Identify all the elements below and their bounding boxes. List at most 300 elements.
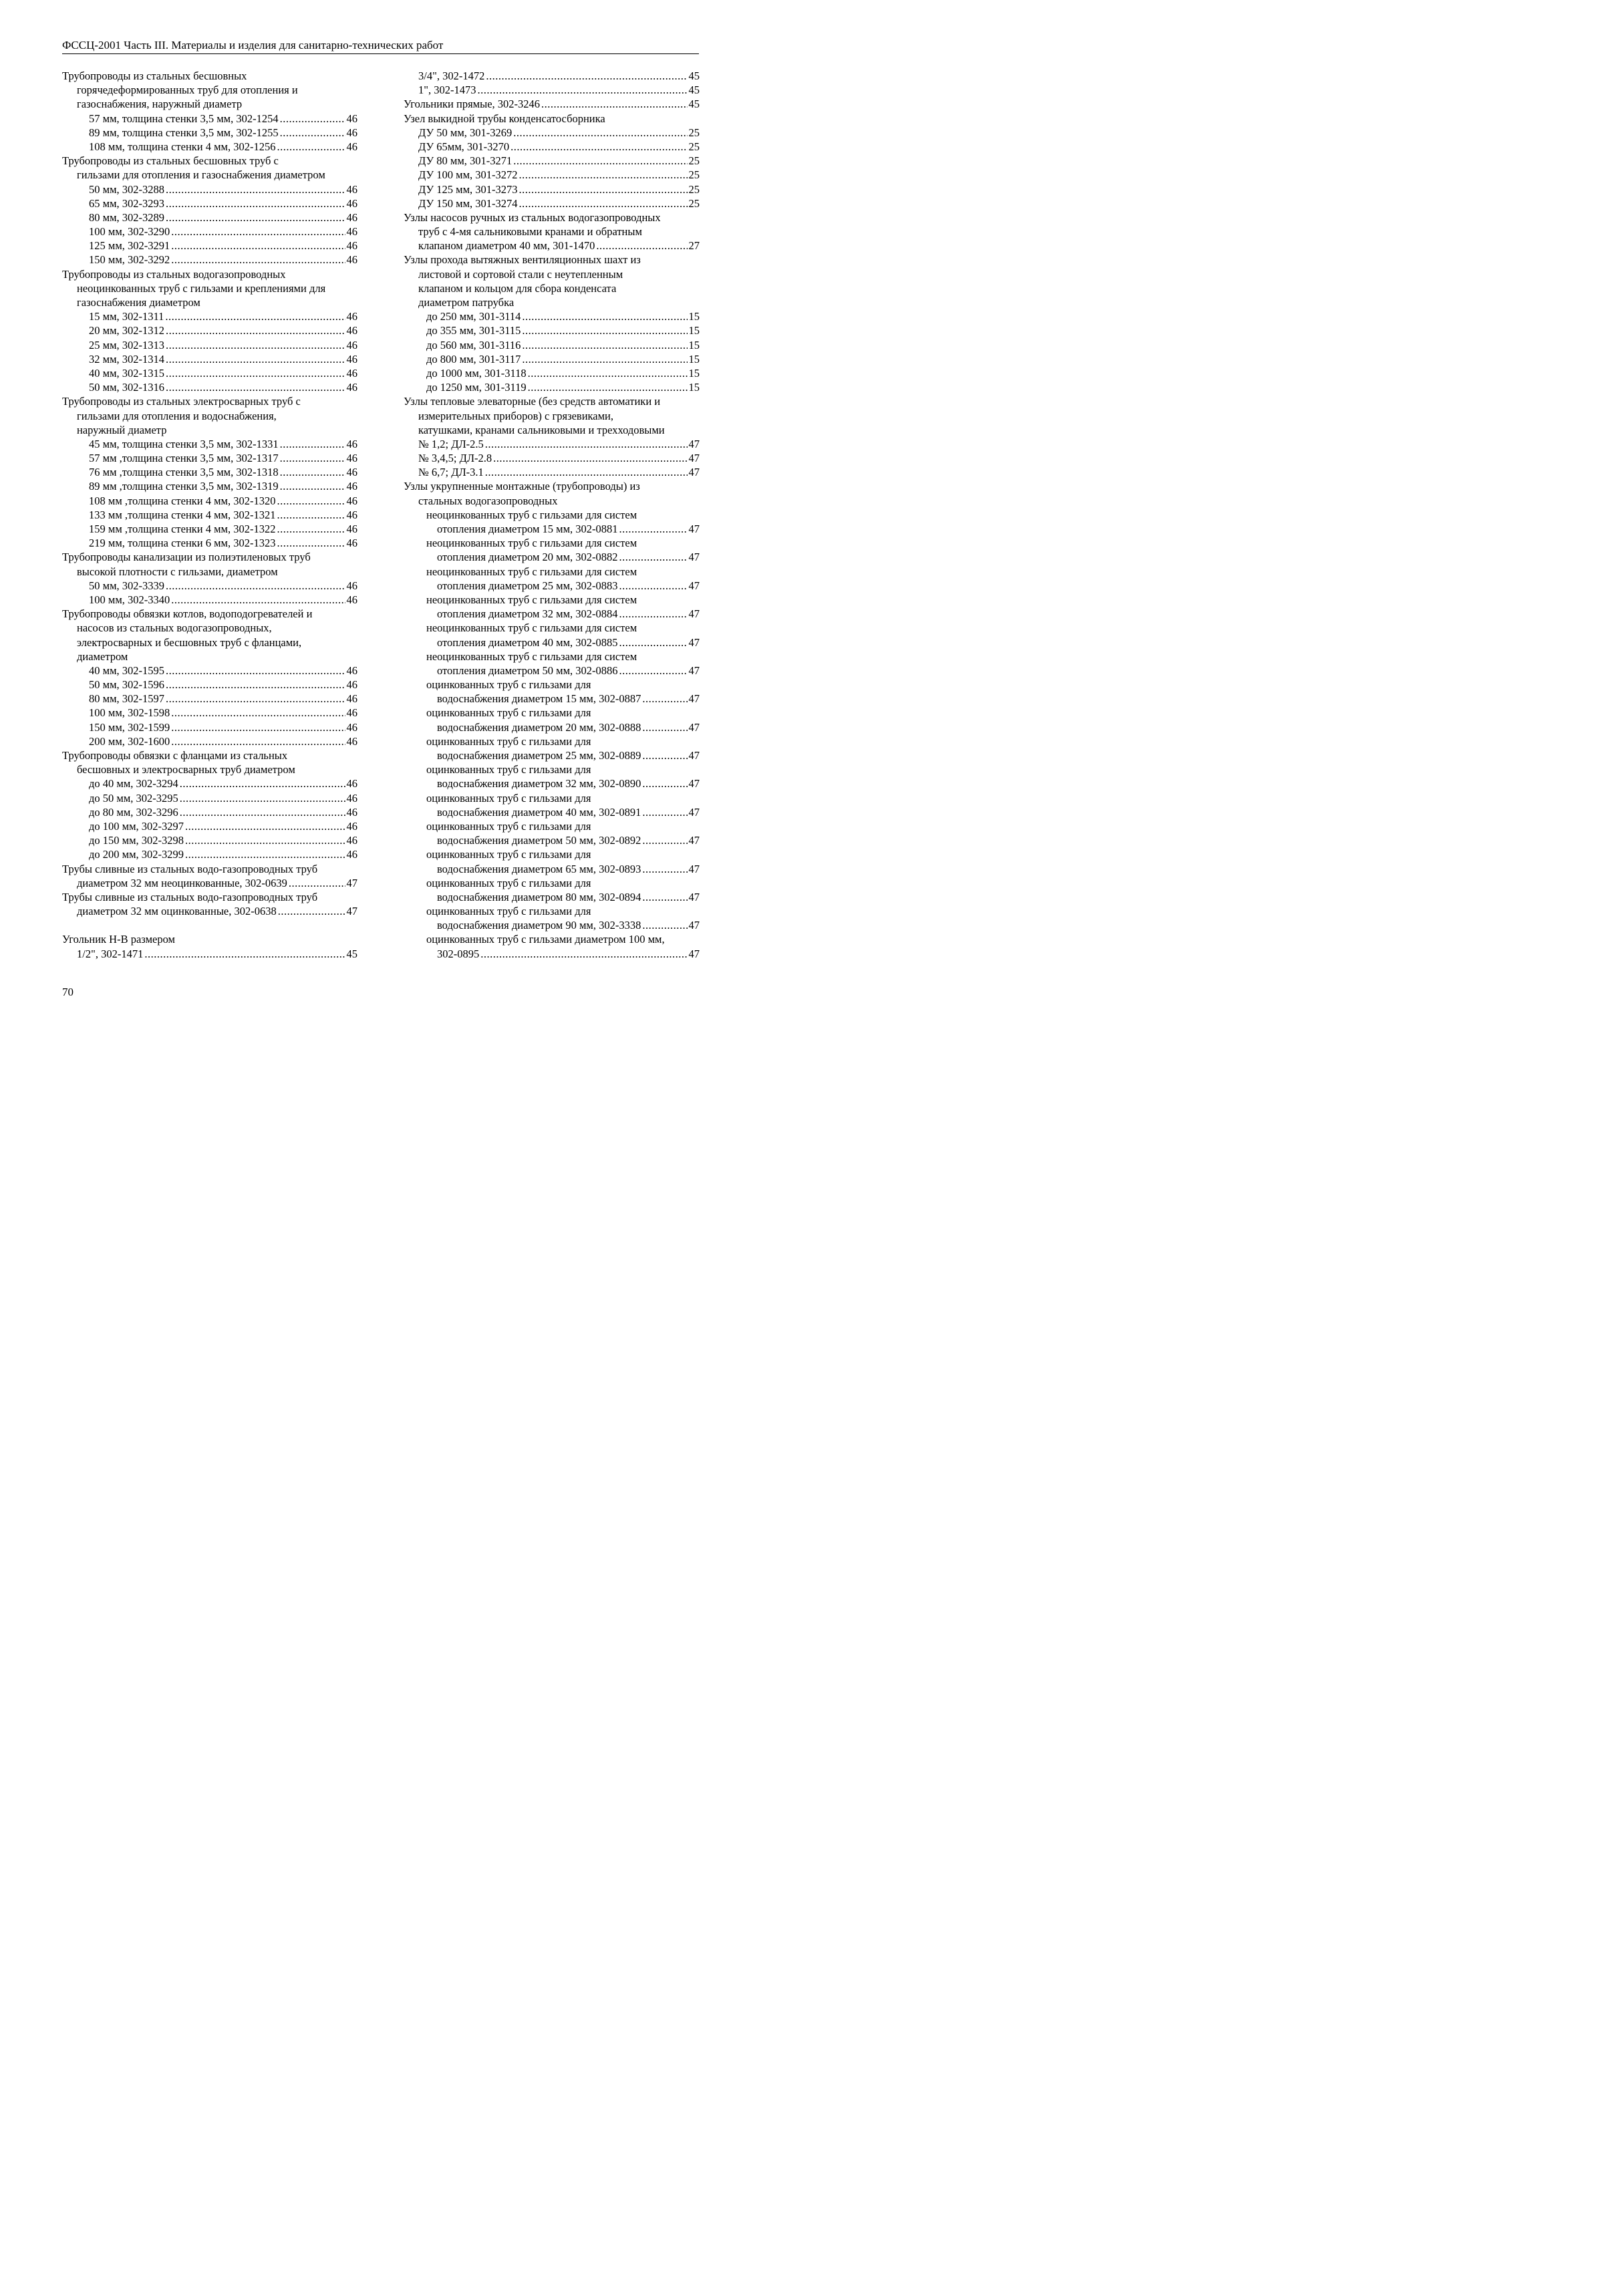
entry-text: до 800 мм, 301-3117 — [426, 352, 521, 366]
entry-text: до 50 мм, 302-3295 — [89, 791, 178, 805]
index-entry — [404, 664, 700, 678]
dot-leader — [185, 819, 345, 833]
entry-page-number: 15 — [688, 352, 700, 366]
index-entry — [404, 692, 700, 706]
dot-leader — [619, 607, 688, 621]
index-heading — [62, 607, 357, 621]
dot-leader — [280, 437, 345, 451]
dot-leader — [619, 550, 688, 564]
dot-leader — [619, 635, 688, 650]
dot-leader — [166, 678, 345, 692]
dot-leader — [180, 805, 345, 819]
dot-leader — [144, 947, 345, 961]
entry-text: наружный диаметр — [77, 423, 167, 436]
entry-text: 45 мм, толщина стенки 3,5 мм, 302-1331 — [89, 437, 279, 450]
entry-text: гильзами для отопления и водоснабжения, — [77, 409, 277, 422]
entry-text: Узел выкидной трубы конденсатосборника — [404, 112, 605, 125]
entry-text: катушками, кранами сальниковыми и трехходовыми — [418, 423, 665, 436]
index-entry — [62, 621, 357, 635]
index-entry — [62, 112, 357, 126]
entry-text: № 1,2; ДЛ-2.5 — [418, 437, 484, 450]
entry-page-number: 46 — [346, 523, 357, 535]
index-entry — [62, 352, 357, 366]
entry-text: 89 мм ,толщина стенки 3,5 мм, 302-1319 — [89, 480, 279, 493]
index-entry — [62, 380, 357, 394]
entry-text: отопления диаметром 50 мм, 302-0886 — [437, 664, 618, 677]
index-entry — [404, 947, 700, 961]
index-entry — [404, 819, 700, 833]
index-heading — [62, 550, 357, 564]
entry-page-number: 47 — [688, 834, 700, 847]
entry-page-number: 15 — [688, 338, 700, 351]
entry-text: Трубопроводы из стальных электросварных труб с — [62, 395, 301, 408]
index-column-right — [404, 69, 700, 961]
index-entry — [62, 83, 357, 97]
dot-leader — [511, 140, 687, 154]
index-entry — [62, 847, 357, 861]
entry-page-number: 46 — [346, 466, 357, 479]
dot-leader — [171, 225, 345, 239]
entry-page-number: 46 — [346, 126, 357, 139]
index-entry — [404, 465, 700, 479]
index-entry — [404, 522, 700, 536]
entry-page-number: 46 — [346, 819, 357, 833]
dot-leader — [596, 239, 687, 253]
entry-text: 200 мм, 302-1600 — [89, 734, 170, 748]
index-entry — [404, 126, 700, 140]
index-entry — [62, 196, 357, 210]
index-entry — [62, 253, 357, 267]
entry-page-number: 15 — [688, 324, 700, 337]
entry-text: Трубы сливные из стальных водо-газопроводных труб — [62, 890, 318, 903]
entry-page-number: 45 — [688, 69, 700, 82]
dot-leader — [642, 862, 687, 876]
entry-page-number: 46 — [346, 834, 357, 847]
entry-page-number: 45 — [346, 947, 357, 960]
entry-page-number: 46 — [346, 720, 357, 734]
dot-leader — [642, 692, 687, 706]
index-entry — [404, 904, 700, 918]
dot-leader — [642, 805, 687, 819]
index-heading — [404, 112, 700, 126]
dot-leader — [486, 69, 687, 83]
dot-leader — [541, 97, 687, 111]
dot-leader — [166, 323, 345, 337]
index-entry — [404, 593, 700, 607]
entry-text: ДУ 150 мм, 301-3274 — [418, 196, 518, 210]
index-entry — [62, 479, 357, 493]
index-heading — [404, 394, 700, 408]
entry-text: оцинкованных труб с гильзами для — [426, 706, 591, 720]
entry-page-number: 47 — [688, 579, 700, 592]
entry-page-number: 46 — [346, 805, 357, 819]
entry-text: 50 мм, 302-1316 — [89, 381, 165, 394]
index-entry — [404, 451, 700, 465]
index-entry — [404, 295, 700, 309]
entry-page-number: 47 — [688, 607, 700, 621]
index-entry — [62, 465, 357, 479]
dot-leader — [280, 465, 345, 479]
dot-leader — [166, 692, 345, 706]
index-entry — [404, 239, 700, 253]
index-entry — [404, 494, 700, 508]
entry-page-number: 47 — [688, 635, 700, 649]
entry-text: неоцинкованных труб с гильзами для систем — [426, 650, 637, 663]
index-entry — [62, 225, 357, 239]
index-entry — [62, 805, 357, 819]
entry-text: оцинкованных труб с гильзами для — [426, 848, 591, 861]
index-entry — [404, 579, 700, 593]
dot-leader — [166, 366, 345, 380]
entry-text: 108 мм, толщина стенки 4 мм, 302-1256 — [89, 140, 276, 153]
index-entry — [62, 168, 357, 182]
entry-text: 57 мм, толщина стенки 3,5 мм, 302-1254 — [89, 112, 279, 125]
entry-text: до 560 мм, 301-3116 — [426, 338, 521, 351]
index-entry — [404, 847, 700, 861]
index-entry — [62, 720, 357, 734]
entry-page-number: 47 — [688, 523, 700, 535]
entry-text: 3/4", 302-1472 — [418, 69, 485, 82]
index-heading — [62, 69, 357, 83]
entry-page-number: 47 — [688, 777, 700, 791]
dot-leader — [180, 776, 345, 791]
entry-page-number: 47 — [346, 905, 357, 918]
dot-leader — [166, 196, 345, 210]
index-entry — [404, 267, 700, 281]
entry-text: водоснабжения диаметром 50 мм, 302-0892 — [437, 834, 641, 847]
index-entry — [404, 409, 700, 423]
index-entry — [62, 423, 357, 437]
header-rule — [62, 53, 699, 54]
entry-text: Угольники прямые, 302-3246 — [404, 98, 541, 111]
index-heading — [404, 210, 700, 225]
dot-leader — [280, 479, 345, 493]
index-heading — [62, 154, 357, 168]
entry-text: до 200 мм, 302-3299 — [89, 848, 184, 861]
dot-leader — [171, 734, 345, 748]
index-entry — [62, 734, 357, 748]
dot-leader — [522, 309, 687, 323]
index-entry — [404, 621, 700, 635]
entry-text: ДУ 80 мм, 301-3271 — [418, 154, 513, 168]
entry-text: 50 мм, 302-1596 — [89, 678, 165, 692]
dot-leader — [519, 168, 688, 182]
index-entry — [62, 876, 357, 890]
dot-leader — [528, 380, 688, 394]
entry-page-number: 46 — [346, 437, 357, 450]
index-entry — [62, 947, 357, 961]
dot-leader — [165, 309, 345, 323]
index-entry — [404, 309, 700, 323]
entry-page-number: 47 — [688, 437, 700, 450]
index-entry — [404, 366, 700, 380]
entry-text: водоснабжения диаметром 65 мм, 302-0893 — [437, 862, 641, 875]
entry-page-number: 46 — [346, 452, 357, 465]
index-entry — [62, 508, 357, 522]
entry-page-number: 47 — [688, 692, 700, 706]
entry-page-number: 46 — [346, 182, 357, 196]
entry-text: диаметром патрубка — [418, 296, 515, 309]
entry-text: 76 мм ,толщина стенки 3,5 мм, 302-1318 — [89, 466, 279, 479]
dot-leader — [519, 196, 688, 210]
index-entry — [62, 664, 357, 678]
index-entry — [404, 876, 700, 890]
index-entry — [404, 69, 700, 83]
entry-text: измерительных приборов) с грязевиками, — [418, 409, 614, 422]
entry-page-number: 46 — [346, 225, 357, 239]
entry-page-number: 46 — [346, 324, 357, 337]
entry-text: оцинкованных труб с гильзами для — [426, 678, 591, 692]
index-entry — [404, 281, 700, 295]
entry-text: оцинкованных труб с гильзами для — [426, 791, 591, 805]
entry-text: бесшовных и электросварных труб диаметром — [77, 763, 295, 776]
entry-text: 32 мм, 302-1314 — [89, 352, 165, 366]
index-entry — [404, 338, 700, 352]
dot-leader — [522, 338, 687, 352]
index-entry — [404, 635, 700, 650]
index-entry — [62, 126, 357, 140]
entry-page-number: 46 — [346, 706, 357, 720]
index-entry — [62, 494, 357, 508]
entry-page-number: 25 — [688, 168, 700, 182]
entry-page-number: 25 — [688, 196, 700, 210]
entry-page-number: 47 — [688, 749, 700, 762]
entry-page-number: 46 — [346, 791, 357, 805]
entry-page-number: 46 — [346, 210, 357, 224]
entry-text: водоснабжения диаметром 90 мм, 302-3338 — [437, 919, 641, 932]
index-entry — [404, 748, 700, 762]
index-entry — [62, 678, 357, 692]
dot-leader — [277, 140, 345, 154]
entry-text: 20 мм, 302-1312 — [89, 324, 165, 337]
index-entry — [62, 692, 357, 706]
entry-text: оцинкованных труб с гильзами диаметром 100 мм, — [426, 933, 665, 946]
entry-text: труб с 4-мя сальниковыми кранами и обратным — [418, 225, 642, 239]
entry-text: клапаном и кольцом для сбора конденсата — [418, 281, 617, 295]
index-entry — [62, 97, 357, 111]
entry-text: 80 мм, 302-1597 — [89, 692, 165, 706]
entry-page-number: 47 — [688, 466, 700, 479]
index-entry — [62, 635, 357, 650]
entry-text: Узлы насосов ручных из стальных водогазопроводных — [404, 210, 661, 224]
index-entry — [404, 168, 700, 182]
index-entry — [404, 833, 700, 847]
entry-text: Узлы укрупненные монтажные (трубопроводы) из — [404, 480, 640, 493]
index-entry — [404, 607, 700, 621]
dot-leader — [493, 451, 687, 465]
dot-leader — [280, 451, 345, 465]
entry-page-number: 47 — [346, 876, 357, 889]
entry-text: ДУ 100 мм, 301-3272 — [418, 168, 518, 182]
entry-text: 25 мм, 302-1313 — [89, 338, 165, 351]
entry-page-number: 46 — [346, 734, 357, 748]
entry-text: ДУ 125 мм, 301-3273 — [418, 182, 518, 196]
entry-page-number: 15 — [688, 310, 700, 323]
entry-page-number: 46 — [346, 338, 357, 351]
index-entry — [404, 762, 700, 776]
index-entry — [62, 762, 357, 776]
index-entry — [62, 182, 357, 196]
entry-text: высокой плотности с гильзами, диаметром — [77, 565, 278, 578]
entry-page-number: 47 — [688, 862, 700, 875]
entry-page-number: 47 — [688, 452, 700, 465]
index-entry — [62, 536, 357, 550]
entry-text: 65 мм, 302-3293 — [89, 196, 165, 210]
dot-leader — [513, 154, 687, 168]
dot-leader — [280, 112, 345, 126]
entry-page-number: 46 — [346, 112, 357, 125]
dot-leader — [166, 182, 345, 196]
entry-text: водоснабжения диаметром 32 мм, 302-0890 — [437, 777, 641, 791]
entry-page-number: 47 — [688, 890, 700, 903]
entry-text: 50 мм, 302-3339 — [89, 579, 165, 592]
index-entry — [404, 805, 700, 819]
index-entry — [404, 650, 700, 664]
index-entry — [404, 791, 700, 805]
index-entry — [404, 83, 700, 97]
index-entry — [404, 536, 700, 550]
dot-leader — [513, 126, 687, 140]
index-entry — [62, 522, 357, 536]
dot-leader — [519, 182, 688, 196]
index-entry — [404, 706, 700, 720]
index-heading — [404, 253, 700, 267]
entry-text: 150 мм, 302-3292 — [89, 253, 170, 267]
entry-text: до 355 мм, 301-3115 — [426, 324, 521, 337]
entry-page-number: 25 — [688, 126, 700, 139]
dot-leader — [171, 593, 345, 607]
index-entry — [404, 437, 700, 451]
entry-text: неоцинкованных труб с гильзами для систем — [426, 621, 637, 635]
dot-leader — [278, 904, 345, 918]
entry-text: Трубопроводы канализации из полиэтиленовых труб — [62, 551, 311, 564]
entry-text: диаметром 32 мм неоцинкованные, 302-0639 — [77, 876, 287, 889]
index-entry — [404, 323, 700, 337]
entry-text: 108 мм ,толщина стенки 4 мм, 302-1320 — [89, 494, 276, 507]
entry-text: до 1000 мм, 301-3118 — [426, 366, 527, 380]
entry-text: Трубопроводы обвязки с фланцами из стальных — [62, 749, 288, 762]
entry-text: № 3,4,5; ДЛ-2.8 — [418, 452, 492, 465]
entry-text: 57 мм ,толщина стенки 3,5 мм, 302-1317 — [89, 452, 279, 465]
index-entry — [62, 140, 357, 154]
entry-text: гильзами для отопления и газоснабжения диаметром — [77, 168, 325, 182]
entry-page-number: 46 — [346, 381, 357, 394]
entry-text: Трубы сливные из стальных водо-газопроводных труб — [62, 862, 318, 875]
dot-leader — [171, 239, 345, 253]
entry-text: диаметром — [77, 650, 128, 663]
index-entry — [404, 352, 700, 366]
entry-text: 125 мм, 302-3291 — [89, 239, 170, 253]
entry-text: 1", 302-1473 — [418, 84, 476, 97]
entry-text: водоснабжения диаметром 25 мм, 302-0889 — [437, 749, 641, 762]
index-entry — [404, 182, 700, 196]
index-entry — [62, 579, 357, 593]
dot-leader — [166, 352, 345, 366]
entry-text: 302-0895 — [437, 947, 480, 960]
entry-text: 50 мм, 302-3288 — [89, 182, 165, 196]
index-entry — [62, 338, 357, 352]
dot-leader — [289, 876, 345, 890]
entry-text: электросварных и бесшовных труб с фланцами, — [77, 635, 302, 649]
spacer — [62, 918, 357, 932]
dot-leader — [277, 508, 345, 522]
entry-page-number: 46 — [346, 777, 357, 791]
entry-text: 15 мм, 302-1311 — [89, 310, 164, 323]
entry-page-number: 46 — [346, 480, 357, 493]
index-heading — [404, 479, 700, 493]
dot-leader — [166, 338, 345, 352]
entry-text: отопления диаметром 25 мм, 302-0883 — [437, 579, 618, 592]
entry-text: 100 мм, 302-1598 — [89, 706, 170, 720]
index-heading — [62, 890, 357, 904]
index-entry — [62, 650, 357, 664]
index-entry — [404, 720, 700, 734]
entry-page-number: 47 — [688, 805, 700, 819]
entry-text: Трубопроводы обвязки котлов, водоподогревателей и — [62, 607, 313, 621]
entry-page-number: 46 — [346, 537, 357, 550]
index-heading — [62, 267, 357, 281]
dot-leader — [166, 380, 345, 394]
entry-page-number: 45 — [688, 84, 700, 97]
entry-text: оцинкованных труб с гильзами для — [426, 905, 591, 918]
index-heading — [62, 394, 357, 408]
index-entry — [404, 734, 700, 748]
entry-text: насосов из стальных водогазопроводных, — [77, 621, 272, 635]
entry-page-number: 47 — [688, 551, 700, 564]
entry-text: отопления диаметром 20 мм, 302-0882 — [437, 551, 618, 564]
entry-text: 89 мм, толщина стенки 3,5 мм, 302-1255 — [89, 126, 279, 139]
index-entry — [404, 423, 700, 437]
index-entry — [404, 196, 700, 210]
entry-text: до 1250 мм, 301-3119 — [426, 381, 527, 394]
entry-page-number: 46 — [346, 366, 357, 380]
dot-leader — [528, 366, 688, 380]
entry-text: до 100 мм, 302-3297 — [89, 819, 184, 833]
index-entry — [62, 904, 357, 918]
entry-text: водоснабжения диаметром 15 мм, 302-0887 — [437, 692, 641, 706]
entry-text: 150 мм, 302-1599 — [89, 720, 170, 734]
index-entry — [62, 239, 357, 253]
entry-page-number: 47 — [688, 919, 700, 932]
dot-leader — [522, 323, 687, 337]
entry-page-number: 15 — [688, 381, 700, 394]
entry-text: неоцинкованных труб с гильзами и креплениями для — [77, 281, 326, 295]
index-entry — [404, 140, 700, 154]
entry-page-number: 25 — [688, 154, 700, 168]
entry-text: отопления диаметром 32 мм, 302-0884 — [437, 607, 618, 621]
dot-leader — [477, 83, 687, 97]
entry-page-number: 27 — [688, 239, 700, 253]
entry-page-number: 46 — [346, 692, 357, 706]
dot-leader — [280, 126, 345, 140]
entry-text: газоснабжения, наружный диаметр — [77, 98, 243, 111]
entry-page-number: 46 — [346, 848, 357, 861]
dot-leader — [642, 720, 687, 734]
entry-text: Трубопроводы из стальных водогазопроводных — [62, 267, 286, 281]
dot-leader — [642, 890, 687, 904]
dot-leader — [642, 748, 687, 762]
index-entry — [62, 437, 357, 451]
dot-leader — [166, 664, 345, 678]
entry-text: 159 мм ,толщина стенки 4 мм, 302-1322 — [89, 523, 276, 535]
index-entry — [404, 550, 700, 564]
entry-text: водоснабжения диаметром 20 мм, 302-0888 — [437, 720, 641, 734]
dot-leader — [619, 579, 688, 593]
entry-text: 219 мм, толщина стенки 6 мм, 302-1323 — [89, 537, 276, 550]
index-entry — [404, 565, 700, 579]
entry-text: отопления диаметром 40 мм, 302-0885 — [437, 635, 618, 649]
entry-text: 1/2", 302-1471 — [77, 947, 144, 960]
